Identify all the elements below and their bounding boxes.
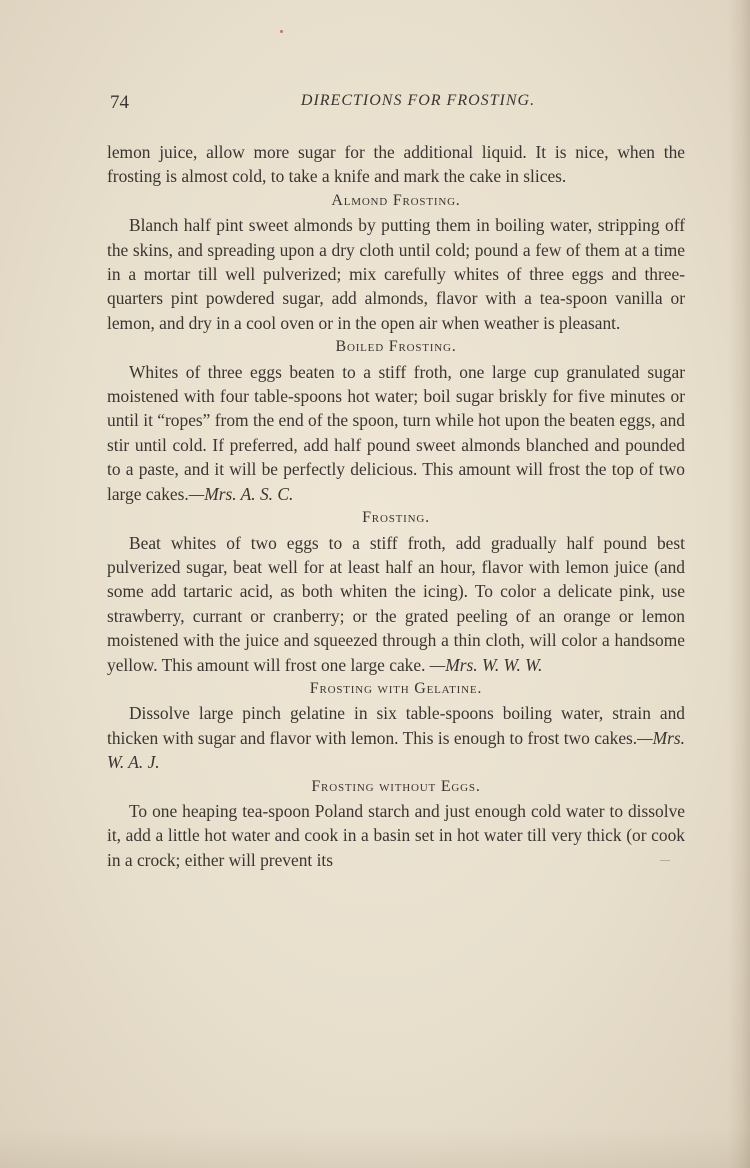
recipe-signature: —Mrs. A. S. C. <box>188 483 294 504</box>
heading-almond-frosting: Almond Frosting. <box>331 191 461 209</box>
heading-boiled-frosting: Boiled Frosting. <box>335 338 457 356</box>
running-title: DIRECTIONS FOR FROSTING. <box>300 92 536 109</box>
running-head <box>110 92 686 118</box>
recipe-signature: —Mrs. W. W. W. <box>429 654 543 675</box>
body-text <box>107 140 685 872</box>
paragraph-frosting-without-eggs: To one heaping tea-spoon Poland starch and just enough cold water to dissolve it, add a little hot water and cook in a basin set in hot water till very thick (or cook in a crock; either will prevent its <box>107 800 685 870</box>
recipe-signature: —Mrs. W. A. J. <box>107 727 685 773</box>
page-bottom-shadow <box>0 1128 750 1168</box>
paper-speck <box>280 30 283 33</box>
page-number: 74 <box>110 92 129 113</box>
heading-frosting-without-eggs: Frosting without Eggs. <box>311 777 481 795</box>
paragraph-frosting-with-gelatine: Dissolve large pinch gelatine in six table-spoons boiling water, strain and thicken with sugar and flavor with lemon. This is enough to frost two cakes.—Mrs. W. A. J. <box>107 703 685 773</box>
paragraph-continued: lemon juice, allow more sugar for the additional liquid. It is nice, when the frosting is almost cold, to take a knife and mark the cake in slices. <box>107 142 685 187</box>
heading-frosting: Frosting. <box>362 509 430 527</box>
heading-frosting-with-gelatine: Frosting with Gelatine. <box>309 679 483 697</box>
paragraph-frosting: Beat whites of two eggs to a stiff froth, add gradually half pound best pulverized sugar, beat well for at least half an hour, flavor with lemon juice (and some add tartaric acid, as both whiten the icing). To color a delicate pink, use strawberry, currant or cranberry; or the grated peeling of an orange or lemon moistened with the juice and squeezed through a thin cloth, will color a handsome yellow. This amount will frost one large cake. —Mrs. W. W. W. <box>107 532 685 675</box>
paragraph-boiled-frosting: Whites of three eggs beaten to a stiff froth, one large cup granulated sugar moistened with four table-spoons hot water; boil sugar briskly for five minutes or until it “ropes” from the end of the spoon, turn while hot upon the beaten eggs, and stir until cold. If preferred, add half pound sweet almonds blanched and pounded to a paste, and it will be perfectly delicious. This amount will frost the top of two large cakes.—Mrs. A. S. C. <box>107 361 685 504</box>
page-edge-shadow <box>728 0 750 1168</box>
paragraph-almond-frosting: Blanch half pint sweet almonds by putting them in boiling water, stripping off the skins, and spreading upon a dry cloth until cold; pound a few of them at a time in a mortar till well pulverized; mix carefully whites of three eggs and three-quarters pint powdered sugar, add almonds, flavor with a tea-spoon vanilla or lemon, and dry in a cool oven or in the open air when weather is pleasant. <box>107 215 685 333</box>
